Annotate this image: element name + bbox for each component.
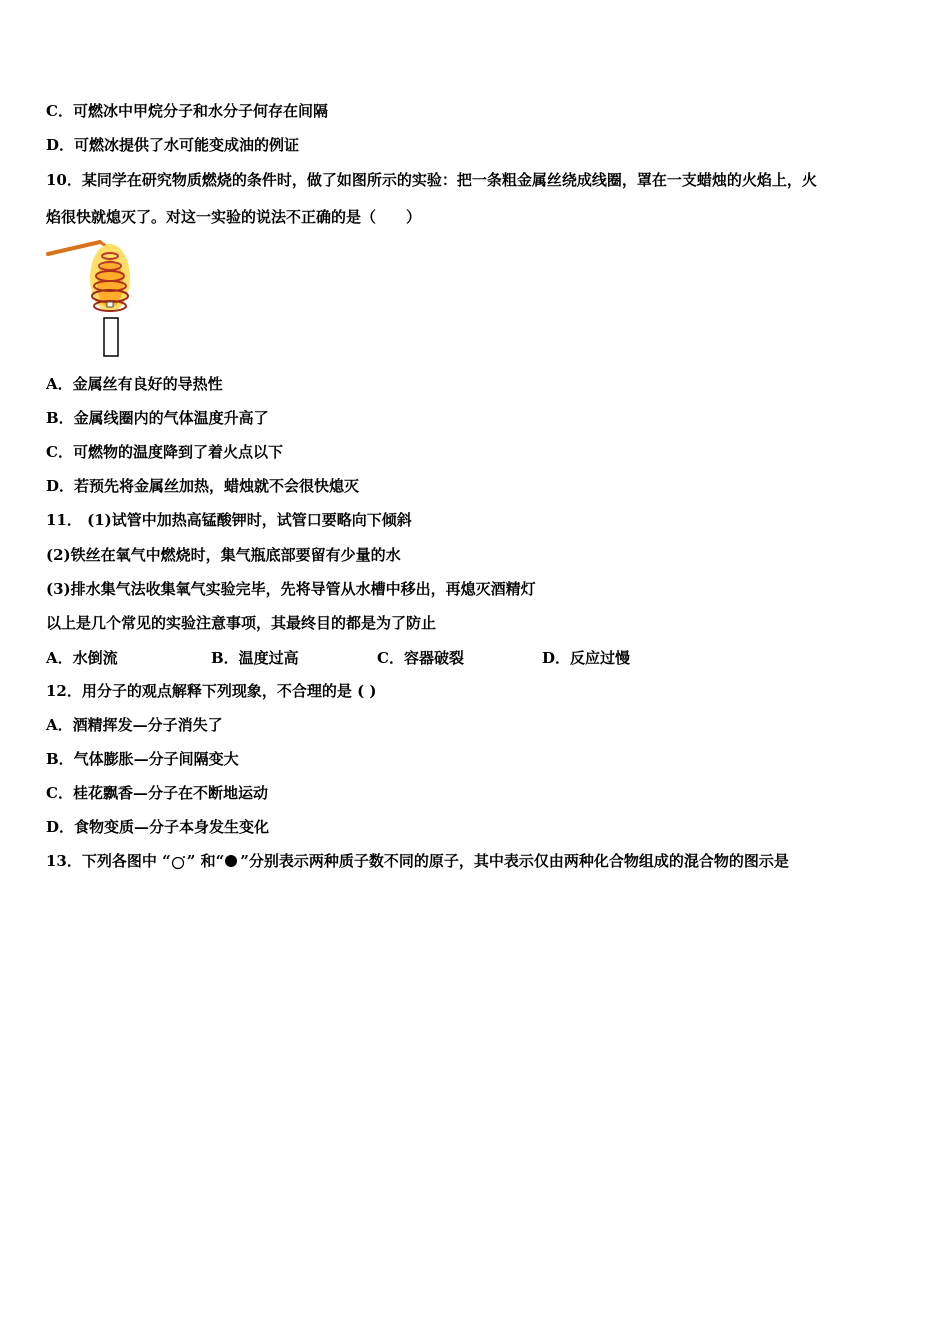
solid-atom-icon — [224, 854, 240, 870]
candle-coil-figure — [44, 236, 144, 360]
q10-option-a: A．金属丝有良好的导热性 — [46, 375, 223, 393]
q11-stem-line3: (3)排水集气法收集氧气实验完毕，先将导管从水槽中移出，再熄灭酒精灯 — [46, 580, 536, 598]
q11-stem-line2: (2)铁丝在氧气中燃烧时，集气瓶底部要留有少量的水 — [46, 546, 401, 564]
q11-stem-line1: 11． (1)试管中加热高锰酸钾时，试管口要略向下倾斜 — [46, 511, 412, 529]
q13-stem-part3: ”分别表示两种质子数不同的原子，其中表示仅由两种化合物组成的混合物的图示是 — [240, 852, 789, 870]
q10-option-b: B．金属线圈内的气体温度升高了 — [46, 409, 269, 427]
q12-option-d: D．食物变质—分子本身发生变化 — [46, 818, 270, 836]
q11-stem-line4: 以上是几个常见的实验注意事项，其最终目的都是为了防止 — [46, 614, 437, 632]
q12-option-c: C．桂花飘香—分子在不断地运动 — [46, 784, 268, 802]
q13-stem — [46, 851, 789, 871]
q11-option-d: D．反应过慢 — [542, 649, 631, 667]
q11-option-b: B．温度过高 — [211, 649, 299, 667]
q9-option-d: D．可燃冰提供了水可能变成油的例证 — [46, 136, 300, 154]
q10-stem-line2: 焰很快就熄灭了。对这一实验的说法不正确的是（ ） — [46, 208, 422, 226]
q10-stem-line1: 10．某同学在研究物质燃烧的条件时，做了如图所示的实验：把一条粗金属丝绕成线圈，罩在一支蜡烛的火焰上，火 — [46, 171, 817, 189]
q10-option-c: C．可燃物的温度降到了着火点以下 — [46, 443, 283, 461]
q13-stem-part1: 13．下列各图中 “ — [46, 852, 171, 870]
q11-option-c: C．容器破裂 — [377, 649, 464, 667]
hollow-atom-icon — [171, 854, 187, 870]
q12-stem: 12．用分子的观点解释下列现象，不合理的是 ( ) — [46, 682, 377, 700]
q12-option-a: A．酒精挥发—分子消失了 — [46, 716, 223, 734]
q12-option-b: B．气体膨胀—分子间隔变大 — [46, 750, 239, 768]
q9-option-c: C．可燃冰中甲烷分子和水分子何存在间隔 — [46, 102, 328, 120]
q11-option-a: A．水倒流 — [46, 649, 118, 667]
candle-coil-illustration — [44, 236, 144, 360]
q10-option-d: D．若预先将金属丝加热，蜡烛就不会很快熄灭 — [46, 477, 360, 495]
q13-stem-part2: ” 和“ — [186, 852, 225, 870]
